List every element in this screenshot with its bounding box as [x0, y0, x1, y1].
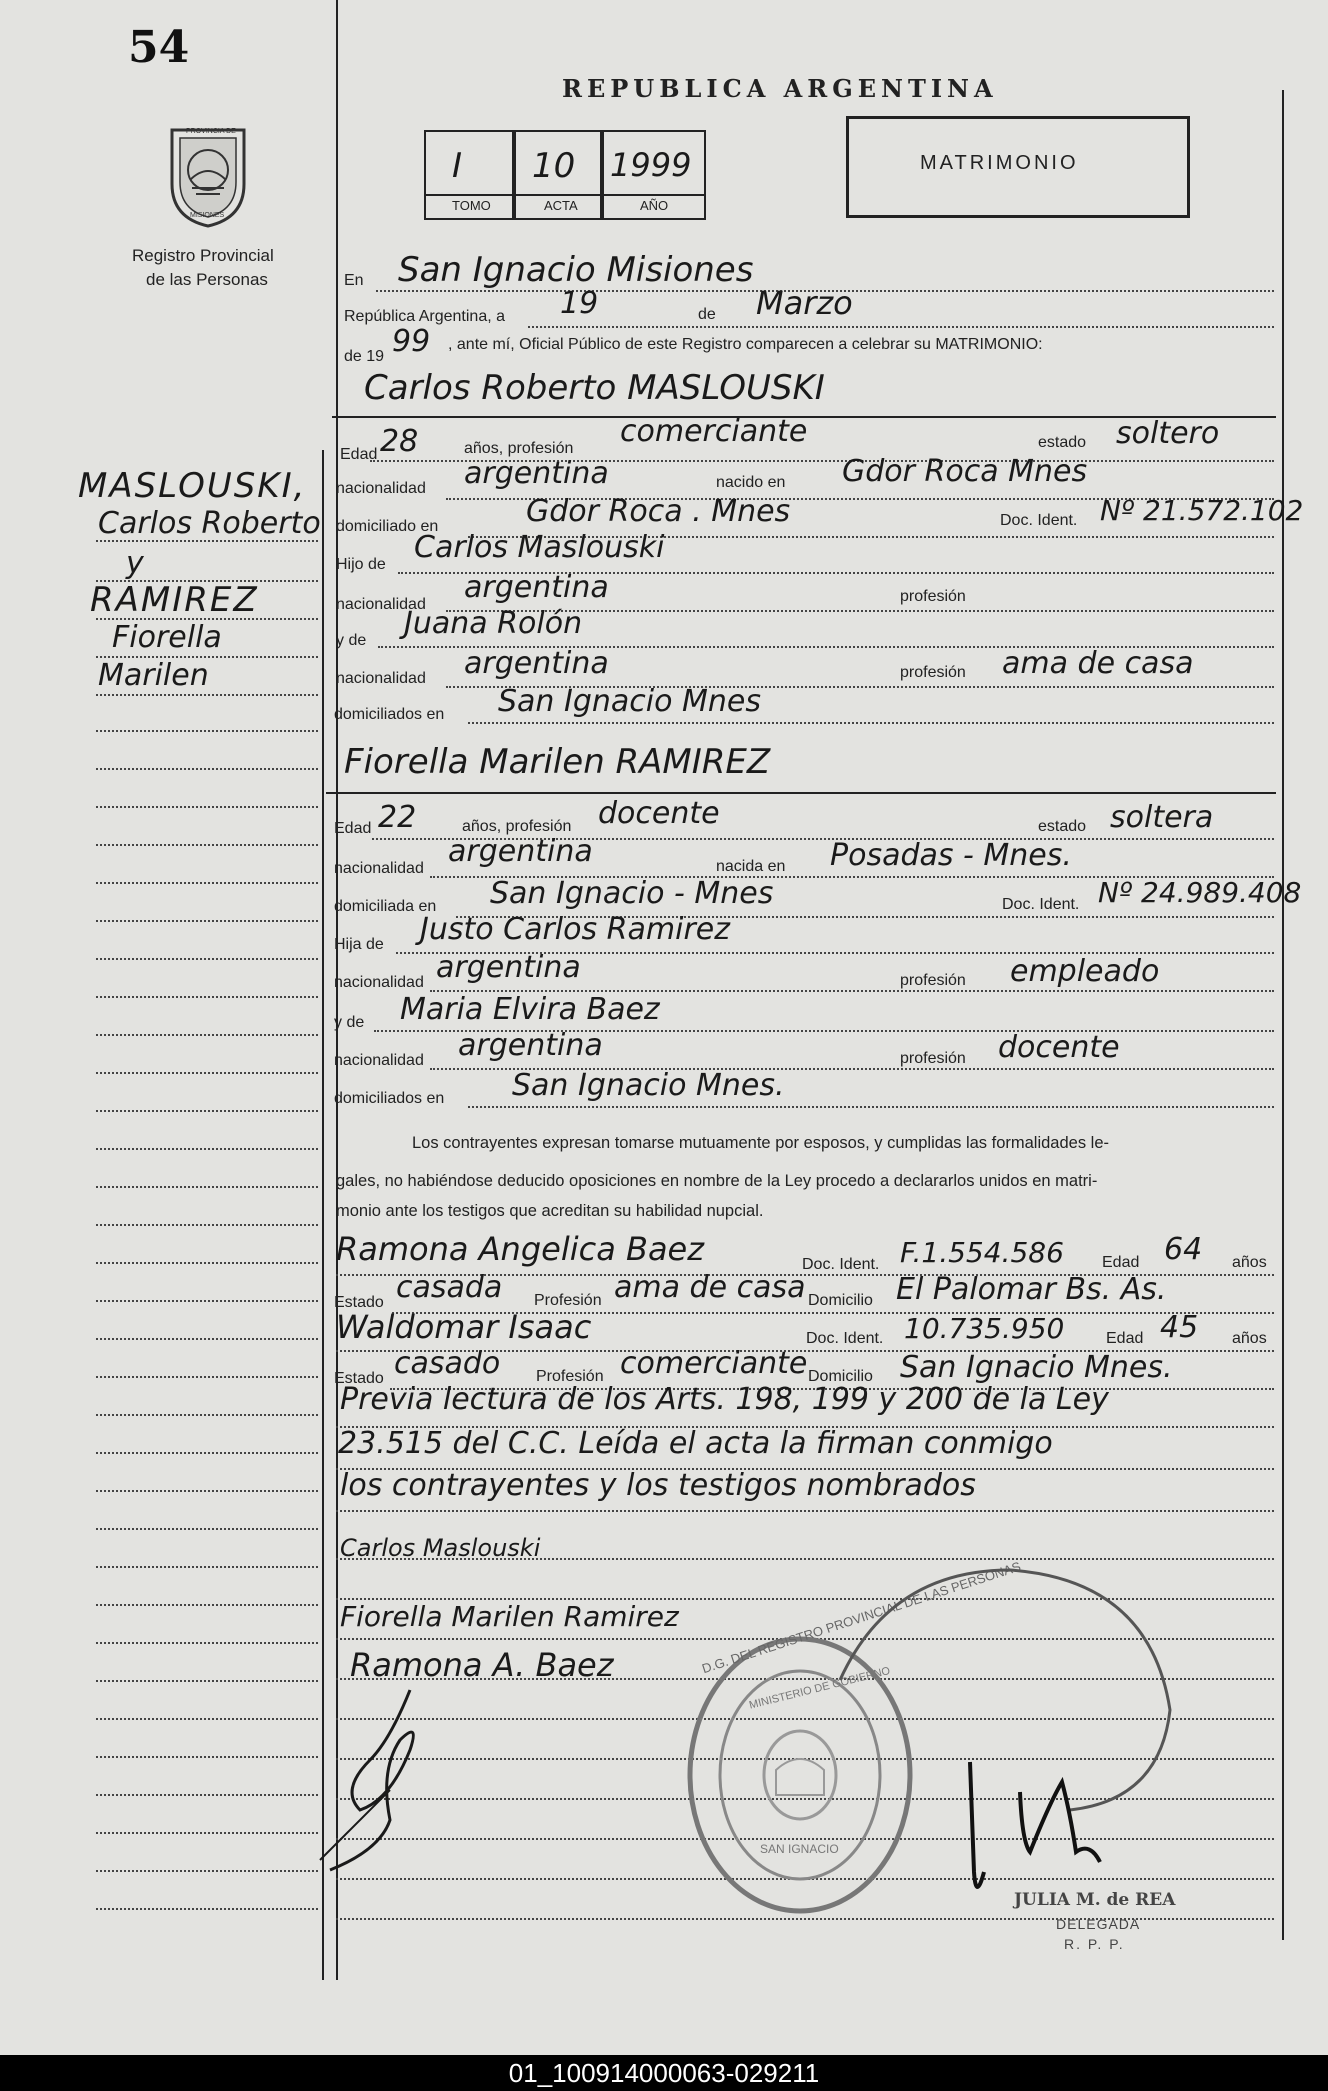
- margin-rule: [96, 1414, 318, 1416]
- witness1-estado: casada: [396, 1270, 503, 1305]
- bride-hija-label: Hija de: [334, 936, 384, 953]
- margin-rule: [96, 1566, 318, 1568]
- ano-value: 1999: [610, 146, 692, 184]
- witness2-doc-label: Doc. Ident.: [806, 1330, 884, 1347]
- witness2-domicilio: San Ignacio Mnes.: [900, 1350, 1173, 1385]
- margin-rule: [96, 1376, 318, 1378]
- bride-nac-label: nacionalidad: [334, 860, 424, 877]
- scan-id-footer: 01_100914000063-029211: [0, 2055, 1328, 2091]
- record-type-label: MATRIMONIO: [920, 152, 1079, 174]
- acta-value: 10: [532, 146, 576, 186]
- margin-rule: [96, 1110, 318, 1112]
- witness2-profesion: comerciante: [620, 1346, 808, 1381]
- margin-rule: [96, 1148, 318, 1150]
- official-office: R. P. P.: [1064, 1936, 1125, 1952]
- bride-profesion: docente: [598, 796, 720, 831]
- witness1-domicilio-label: Domicilio: [808, 1292, 873, 1309]
- bride-mother: Maria Elvira Baez: [400, 992, 660, 1027]
- witness2-profesion-label: Profesión: [536, 1368, 604, 1385]
- date-rule: [528, 326, 1274, 328]
- bride-nacida-label: nacida en: [716, 858, 786, 875]
- bride-father-nac-label: nacionalidad: [334, 974, 424, 991]
- bride-father-prof: empleado: [1010, 954, 1160, 989]
- republica-label: República Argentina, a: [344, 308, 505, 325]
- groom-name: Carlos Roberto MASLOUSKI: [364, 368, 825, 408]
- closing-rule-3: [336, 1510, 1274, 1512]
- seal-bottom-text: SAN IGNACIO: [760, 1842, 839, 1856]
- bride-edad: 22: [378, 800, 417, 835]
- groom-nacido-label: nacido en: [716, 474, 786, 491]
- signature-bride: Fiorella Marilen Ramirez: [340, 1600, 679, 1633]
- groom-estado-label: estado: [1038, 434, 1087, 451]
- bride-edad-label: Edad: [334, 820, 372, 837]
- witness2-anos-label: años: [1232, 1330, 1267, 1347]
- margin-rule: [96, 1034, 318, 1036]
- intro-statement: , ante mí, Oficial Público de este Registro comparecen a celebrar su MATRIMONIO:: [448, 336, 1043, 353]
- closing-line-3: los contrayentes y los testigos nombrados: [340, 1468, 976, 1503]
- margin-rule: [96, 618, 318, 620]
- groom-hijo-label: Hijo de: [336, 556, 386, 573]
- margin-y: y: [126, 546, 144, 581]
- witness1-domicilio: El Palomar Bs. As.: [896, 1272, 1167, 1307]
- year-suffix: 99: [392, 324, 431, 359]
- groom-estado: soltero: [1116, 416, 1220, 451]
- margin-rule: [96, 806, 318, 808]
- margin-rule: [96, 1072, 318, 1074]
- bride-dom-label: domiciliada en: [334, 898, 437, 915]
- margin-rule: [96, 1604, 318, 1606]
- bride-estado-label: estado: [1038, 818, 1087, 835]
- witness2-doc: 10.735.950: [904, 1312, 1065, 1345]
- witness2-estado-label: Estado: [334, 1370, 384, 1387]
- groom-mother-nac-label: nacionalidad: [336, 670, 426, 687]
- groom-rule-8: [468, 722, 1274, 724]
- margin-rule: [96, 1528, 318, 1530]
- day-value: 19: [560, 286, 599, 321]
- margin-rule: [96, 656, 318, 658]
- seal-inner-text: MINISTERIO DE GOBIERNO: [748, 1664, 892, 1712]
- margin-rule: [96, 1870, 318, 1872]
- bride-profesion-label: años, profesión: [462, 818, 572, 835]
- witness1-edad-label: Edad: [1102, 1254, 1140, 1271]
- margin-rule: [96, 1718, 318, 1720]
- margin-rule: [96, 768, 318, 770]
- groom-mother: Juana Rolón: [404, 606, 583, 641]
- witness2-name: Waldomar Isaac: [336, 1308, 592, 1346]
- groom-mother-prof: ama de casa: [1002, 646, 1194, 681]
- groom-father-nac: argentina: [464, 570, 609, 605]
- groom-mother-nac: argentina: [464, 646, 609, 681]
- witness1-anos-label: años: [1232, 1254, 1267, 1271]
- registry-line-2: de las Personas: [146, 270, 268, 289]
- groom-edad: 28: [380, 424, 419, 459]
- margin-rule: [96, 540, 318, 542]
- groom-nac-label: nacionalidad: [336, 480, 426, 497]
- closing-line-1: Previa lectura de los Arts. 198, 199 y 200 de la Ley: [340, 1382, 1109, 1417]
- margin-rule: [96, 1756, 318, 1758]
- groom-doc-label: Doc. Ident.: [1000, 512, 1078, 529]
- bride-rule-8: [468, 1106, 1274, 1108]
- declaration-line-2: gales, no habiéndose deducido oposiciones en nombre de la Ley procedo a declararlos unidos en matri-: [336, 1172, 1098, 1190]
- groom-profesion: comerciante: [620, 414, 808, 449]
- declaration-line-1: Los contrayentes expresan tomarse mutuamente por esposos, y cumplidas las formalidades le-: [412, 1134, 1110, 1152]
- witness1-doc: F.1.554.586: [900, 1236, 1064, 1269]
- witness1-name: Ramona Angelica Baez: [336, 1230, 705, 1268]
- margin-rule: [96, 920, 318, 922]
- groom-parents-dom: San Ignacio Mnes: [498, 684, 761, 719]
- margin-rule: [96, 844, 318, 846]
- margin-rule: [96, 1908, 318, 1910]
- bride-name: Fiorella Marilen RAMIREZ: [344, 742, 771, 782]
- bride-mother-prof: docente: [998, 1030, 1120, 1065]
- margin-rule: [96, 996, 318, 998]
- margin-rule: [96, 1224, 318, 1226]
- margin-rule: [96, 580, 318, 582]
- margin-rule: [96, 1680, 318, 1682]
- emblem-top-text: PROVINCIA DE: [186, 128, 236, 135]
- margin-name-bride-1: Fiorella: [112, 620, 222, 655]
- id-box-divider: [424, 194, 704, 196]
- de-month-label: de: [698, 306, 716, 323]
- witness2-edad-label: Edad: [1106, 1330, 1144, 1347]
- witness2-estado: casado: [394, 1346, 501, 1381]
- ano-label: AÑO: [640, 198, 669, 213]
- right-margin-rule: [1282, 90, 1284, 1940]
- en-label: En: [344, 272, 364, 289]
- signature-witness1: Ramona A. Baez: [350, 1646, 614, 1684]
- acta-label: ACTA: [544, 198, 578, 213]
- signature-groom: Carlos Maslouski: [340, 1534, 541, 1562]
- witness1-profesion: ama de casa: [614, 1270, 806, 1305]
- witness1-edad: 64: [1164, 1232, 1203, 1267]
- margin-rule: [96, 1262, 318, 1264]
- margin-rule: [96, 958, 318, 960]
- year-label: de 19: [344, 348, 385, 365]
- groom-nacido: Gdor Roca Mnes: [842, 454, 1088, 489]
- margin-name-bride-2: Marilen: [98, 658, 209, 693]
- margin-rule: [96, 1338, 318, 1340]
- closing-line-2: 23.515 del C.C. Leída el acta la firman conmigo: [338, 1426, 1053, 1461]
- witness2-domicilio-label: Domicilio: [808, 1368, 873, 1385]
- margin-surname-groom: MASLOUSKI,: [78, 466, 307, 506]
- groom-parents-dom-label: domiciliados en: [334, 706, 445, 723]
- bride-father-nac: argentina: [436, 950, 581, 985]
- official-name: JULIA M. de REA: [1014, 1890, 1176, 1910]
- bride-parents-dom-label: domiciliados en: [334, 1090, 445, 1107]
- margin-rule: [96, 1642, 318, 1644]
- bride-domicilio: San Ignacio - Mnes: [490, 876, 774, 911]
- tomo-value: I: [452, 146, 463, 186]
- witness1-profesion-label: Profesión: [534, 1292, 602, 1309]
- place-value: San Ignacio Misiones: [398, 250, 754, 290]
- witness1-doc-label: Doc. Ident.: [802, 1256, 880, 1273]
- margin-rule: [96, 882, 318, 884]
- groom-edad-label: Edad: [340, 446, 378, 463]
- bride-father: Justo Carlos Ramirez: [420, 912, 730, 947]
- seal-outer-text: D.G. DEL REGISTRO PROVINCIAL DE LAS PERSONAS: [700, 1558, 1023, 1677]
- margin-rule: [96, 1832, 318, 1834]
- groom-father: Carlos Maslouski: [414, 530, 665, 565]
- bride-doc-label: Doc. Ident.: [1002, 896, 1080, 913]
- margin-name-groom: Carlos Roberto: [98, 506, 321, 541]
- groom-mother-prof-label: profesión: [900, 664, 966, 681]
- emblem-bottom-text: MISIONES: [190, 212, 225, 219]
- groom-father-nac-label: nacionalidad: [336, 596, 426, 613]
- bride-nacionalidad: argentina: [448, 834, 593, 869]
- margin-rule: [96, 730, 318, 732]
- groom-father-prof-label: profesión: [900, 588, 966, 605]
- margin-rule: [96, 1452, 318, 1454]
- witness2-edad: 45: [1160, 1310, 1199, 1345]
- bride-name-rule: [326, 792, 1276, 794]
- margin-surname-bride: RAMIREZ: [90, 580, 259, 620]
- bride-mother-prof-label: profesión: [900, 1050, 966, 1067]
- official-title: DELEGADA: [1056, 1916, 1141, 1932]
- witness1-estado-label: Estado: [334, 1294, 384, 1311]
- bride-parents-dom: San Ignacio Mnes.: [512, 1068, 785, 1103]
- bride-mother-nac: argentina: [458, 1028, 603, 1063]
- bride-yde-label: y de: [334, 1014, 365, 1031]
- groom-dom-label: domiciliado en: [336, 518, 439, 535]
- tomo-label: TOMO: [452, 198, 491, 213]
- margin-rule: [96, 1490, 318, 1492]
- groom-profesion-label: años, profesión: [464, 440, 574, 457]
- margin-rule: [96, 1794, 318, 1796]
- page-number: 54: [128, 22, 190, 73]
- bride-estado: soltera: [1110, 800, 1214, 835]
- groom-nacionalidad: argentina: [464, 456, 609, 491]
- groom-domicilio: Gdor Roca . Mnes: [526, 494, 791, 529]
- declaration-line-3: monio ante los testigos que acreditan su habilidad nupcial.: [336, 1202, 764, 1220]
- margin-rule: [96, 1186, 318, 1188]
- bride-mother-nac-label: nacionalidad: [334, 1052, 424, 1069]
- month-value: Marzo: [756, 284, 853, 322]
- country-heading: REPUBLICA ARGENTINA: [562, 74, 998, 103]
- registry-line-1: Registro Provincial: [132, 246, 274, 265]
- bride-nacida: Posadas - Mnes.: [830, 838, 1072, 873]
- groom-doc: Nº 21.572.102: [1100, 494, 1304, 527]
- bride-father-prof-label: profesión: [900, 972, 966, 989]
- margin-rule: [96, 694, 318, 696]
- margin-rule: [96, 1300, 318, 1302]
- groom-yde-label: y de: [336, 632, 367, 649]
- signature-witness2: [300, 1680, 460, 1880]
- bride-doc: Nº 24.989.408: [1098, 876, 1302, 909]
